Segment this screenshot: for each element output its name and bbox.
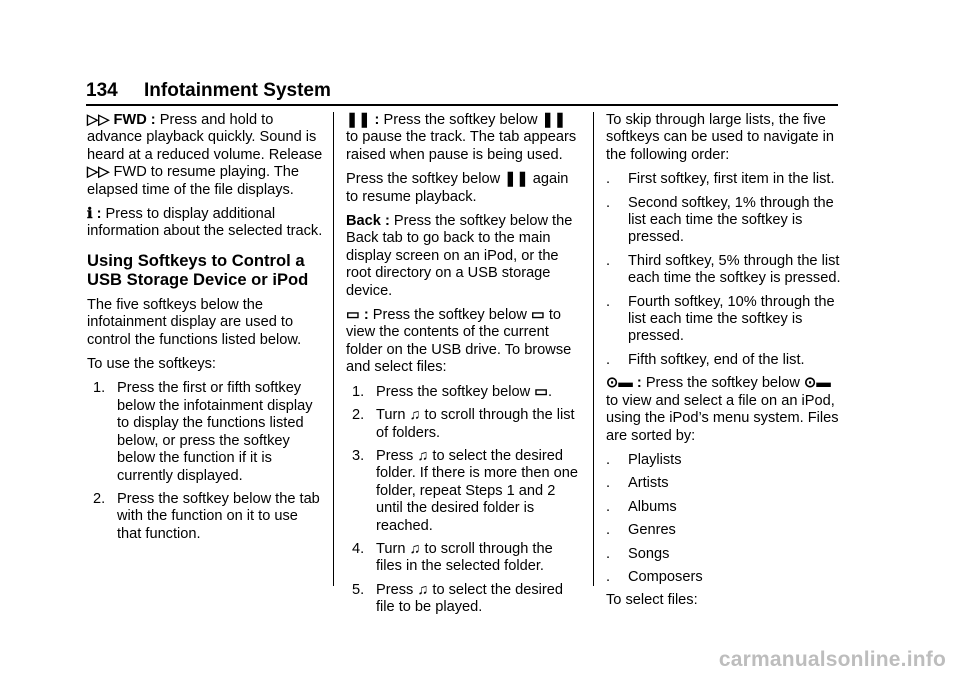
bullet-marker: .	[606, 568, 611, 585]
back-label: Back :	[346, 213, 390, 230]
list-item	[346, 448, 582, 535]
fwd-paragraph	[87, 112, 323, 199]
column-divider	[333, 112, 334, 586]
step-text-a: Press	[376, 447, 414, 464]
menu-text-b: to view and select a file on an iPod, using the iPod’s menu system. Files are sorted by:	[606, 392, 839, 444]
list-item	[606, 475, 842, 492]
step-text-b: to select the desired folder. If there is more then one folder, repeat Steps 1 and 2 until the desired folder is reached.	[376, 447, 578, 534]
menu-paragraph	[606, 375, 842, 445]
menu-label: :	[636, 375, 642, 392]
fwd-label: FWD :	[113, 112, 156, 128]
bullet-marker: .	[606, 475, 611, 492]
bullet-marker: .	[606, 171, 611, 188]
bullet-marker: .	[606, 252, 611, 269]
info-label: :	[96, 206, 102, 223]
list-item	[87, 491, 323, 543]
list-item	[606, 546, 842, 563]
pause-icon: ❚❚	[346, 112, 371, 128]
pause-label: :	[374, 112, 380, 128]
page-number: 134	[86, 80, 118, 101]
music-icon: ♫	[417, 447, 429, 464]
step-number: 3.	[352, 447, 365, 464]
bullet-text: Fourth softkey, 10% through the list each time the softkey is pressed.	[628, 293, 835, 345]
music-icon: ♫	[417, 581, 429, 598]
step-text-a: Turn	[376, 407, 406, 424]
step-number: 5.	[352, 581, 365, 598]
step-text-b: to scroll through the list of folders.	[376, 407, 575, 441]
section-heading: Using Softkeys to Control a USB Storage Device or iPod	[87, 250, 309, 289]
pause-paragraph	[346, 112, 582, 164]
sort-item: Songs	[628, 545, 670, 562]
column-divider	[593, 112, 594, 586]
pause-text-b: to pause the track. The tab appears raised when pause is being used.	[346, 129, 577, 163]
folder-label: :	[363, 307, 369, 324]
info-text: Press to display additional information about the selected track.	[87, 206, 323, 240]
list-item	[346, 541, 582, 576]
fwd-text-2: FWD to resume playing. The elapsed time of the file displays.	[87, 164, 299, 198]
bullet-marker: .	[606, 498, 611, 515]
ipod-menu-icon: ⊙▬	[804, 375, 831, 392]
pause-icon: ❚❚	[541, 112, 567, 128]
bullet-marker: .	[606, 451, 611, 468]
sort-item: Playlists	[628, 451, 682, 468]
ipod-menu-icon: ⊙▬	[606, 375, 633, 392]
folder-text-a: Press the softkey below	[372, 307, 527, 324]
pause-icon: ❚❚	[504, 171, 529, 188]
list-item	[346, 384, 582, 401]
info-icon: ℹ	[87, 206, 93, 223]
list-item	[346, 582, 582, 617]
step-text: Press the softkey below the tab with the function on it to use that function.	[117, 490, 320, 542]
pause-text-a: Press the softkey below	[383, 112, 538, 128]
info-paragraph	[87, 206, 323, 241]
step-number: 1.	[352, 383, 365, 400]
bullet-marker: .	[606, 351, 611, 368]
fwd-text: Press and hold to advance playback quickly. Sound is heard at a reduced volume. Release	[87, 112, 323, 163]
folder-text-b: to view the contents of the current folder on the USB drive. To browse and select files:	[346, 307, 572, 376]
list-item	[606, 171, 842, 188]
page-header	[86, 80, 838, 104]
folder-icon: ▭	[530, 307, 545, 324]
sort-item: Composers	[628, 568, 703, 585]
folder-icon: ▭	[534, 383, 548, 400]
bullet-marker: .	[606, 293, 611, 310]
list-item	[606, 452, 842, 469]
step-text-a: Press	[376, 581, 414, 598]
step-text-b: to select the desired file to be played.	[376, 581, 564, 616]
section-title: Infotainment System	[144, 80, 331, 101]
folder-icon: ▭	[346, 307, 360, 324]
list-item	[606, 253, 842, 288]
sort-item: Artists	[628, 475, 669, 492]
column-1	[87, 112, 323, 549]
list-item	[346, 407, 582, 442]
bullet-text: First softkey, first item in the list.	[628, 171, 835, 188]
step-text-b: to scroll through the files in the selected folder.	[376, 540, 553, 575]
list-item	[606, 195, 842, 247]
folder-paragraph	[346, 307, 582, 377]
list-item	[606, 352, 842, 369]
music-icon: ♫	[409, 407, 421, 424]
list-item	[606, 499, 842, 516]
skip-paragraph: To skip through large lists, the five softkeys can be used to navigate in the following order:	[606, 112, 834, 163]
intro-paragraph: The five softkeys below the infotainment display are used to control the functions listed below.	[87, 296, 302, 348]
fast-forward-icon: ▷▷	[87, 112, 110, 128]
step-number: 2.	[352, 407, 365, 424]
fast-forward-icon: ▷▷	[87, 164, 110, 181]
bullet-marker: .	[606, 545, 611, 562]
pause-again-b: again to resume playback.	[346, 171, 569, 205]
watermark-text: carmanualsonline.info	[718, 648, 946, 671]
bullet-text: Fifth softkey, end of the list.	[628, 351, 805, 368]
step-text: Press the first or fifth softkey below the infotainment display to display the functions listed below, or press the softkey below the function if it is currently displayed.	[117, 380, 313, 484]
list-item	[606, 569, 842, 586]
column-2	[346, 112, 582, 623]
back-paragraph	[346, 213, 582, 300]
sort-item: Genres	[628, 522, 676, 539]
step-number: 1.	[93, 380, 106, 397]
back-text: Press the softkey below the Back tab to go back to the main display screen on an iPod, or the root directory on a USB storage device.	[346, 213, 573, 299]
watermark	[719, 648, 946, 672]
step-number: 2.	[93, 490, 106, 507]
bullet-text: Third softkey, 5% through the list each time the softkey is pressed.	[628, 252, 841, 287]
step-text-b: .	[547, 383, 553, 400]
list-item	[606, 294, 842, 346]
to-select-paragraph: To select files:	[606, 592, 698, 609]
sort-item: Albums	[628, 498, 677, 515]
bullet-marker: .	[606, 522, 611, 539]
pause-again-a: Press the softkey below	[346, 171, 501, 188]
pause-again-paragraph	[346, 171, 582, 206]
to-use-paragraph: To use the softkeys:	[87, 356, 216, 373]
step-text-a: Turn	[376, 540, 406, 557]
music-icon: ♫	[409, 540, 421, 557]
step-text-a: Press the softkey below	[376, 383, 531, 400]
list-item	[606, 522, 842, 539]
bullet-text: Second softkey, 1% through the list each time the softkey is pressed.	[628, 194, 834, 246]
list-item	[87, 380, 323, 484]
step-number: 4.	[352, 540, 365, 557]
column-3	[606, 112, 842, 617]
header-rule	[86, 104, 838, 106]
menu-text-a: Press the softkey below	[645, 375, 800, 392]
bullet-marker: .	[606, 194, 611, 211]
